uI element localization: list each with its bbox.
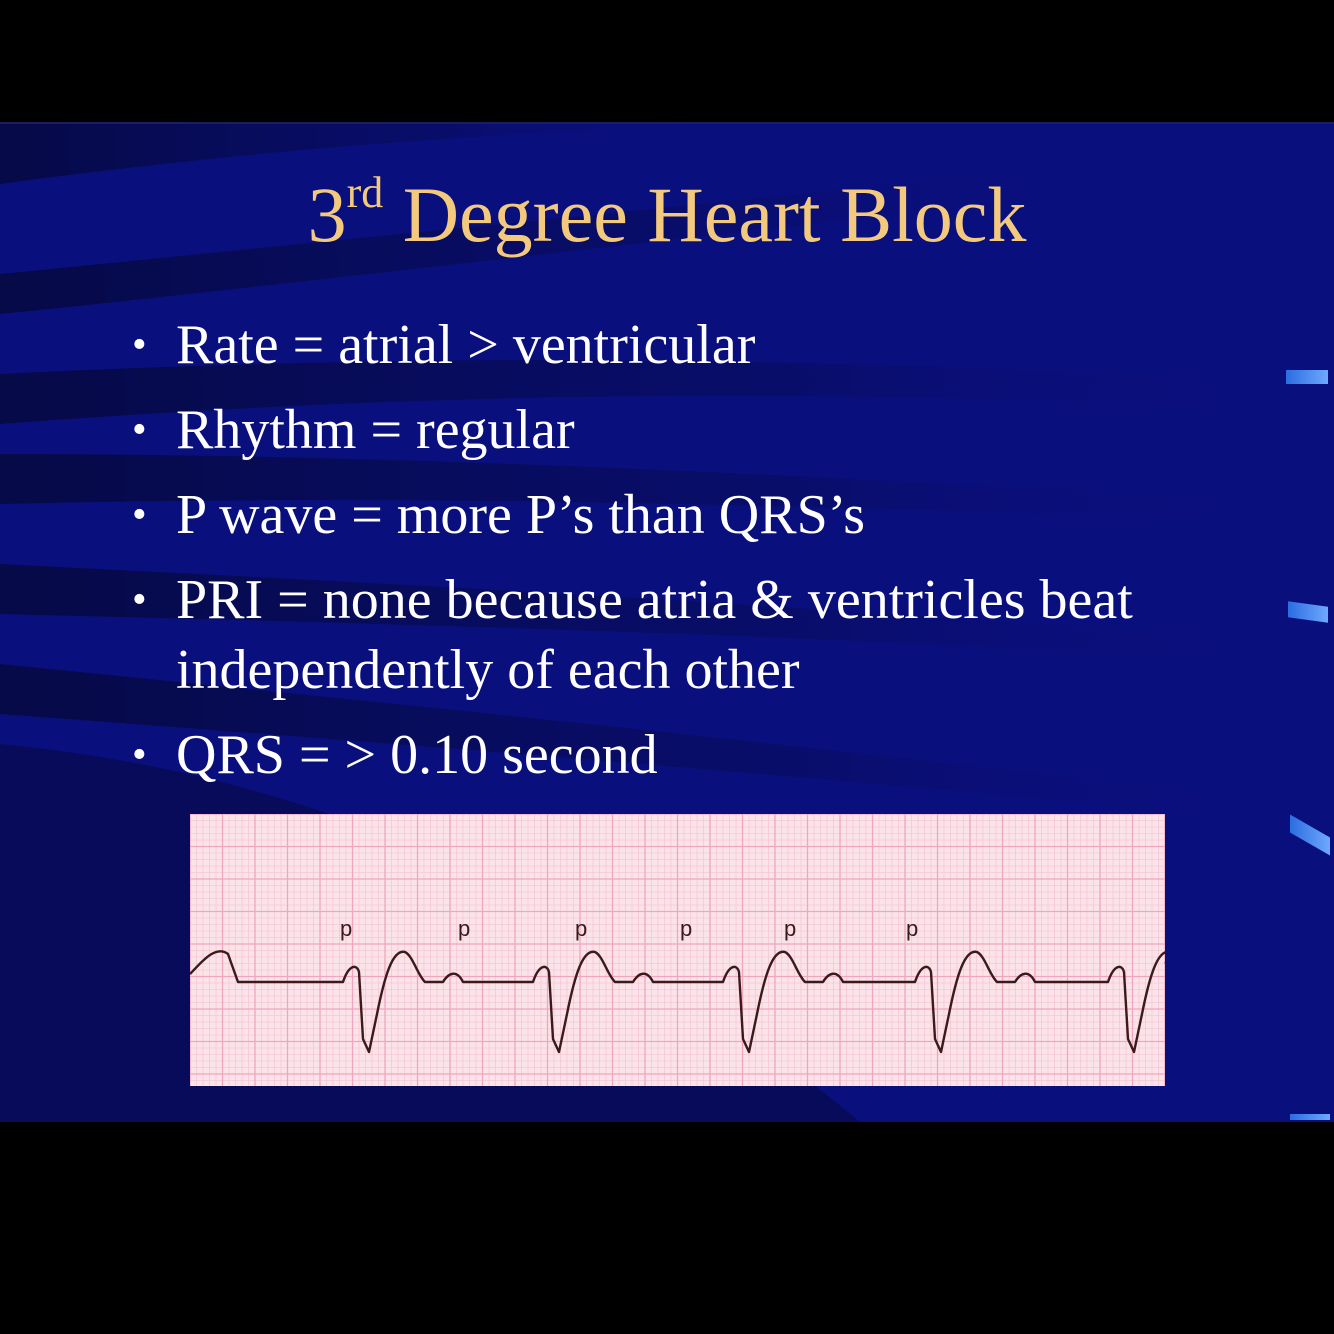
p-wave-label: p [340,916,353,941]
slide-accent-bar-4 [1290,1114,1330,1120]
p-wave-label: p [575,916,588,941]
ecg-grid-major [190,814,1165,1086]
bullet-glyph: • [132,577,147,623]
ecg-rhythm-strip [190,814,1165,1086]
bullet-text: Rhythm = regular [176,399,575,461]
bullet-list [132,310,1232,805]
bullet-text: PRI = none because atria & ventricles beat independently of each other [176,569,1133,701]
bullet-glyph: • [132,492,147,538]
bullet-glyph: • [132,407,147,453]
bullet-item [132,565,1232,705]
slide [0,122,1334,1122]
p-wave-label: p [680,916,693,941]
bullet-glyph: • [132,732,147,778]
slide-title [0,168,1334,258]
bullet-item [132,310,1232,380]
bullet-item [132,395,1232,465]
title-text: Degree Heart Block [383,171,1027,258]
bullet-item [132,480,1232,550]
slide-accent-bar-1 [1286,370,1328,384]
title-superscript: rd [346,168,384,217]
bullet-text: P wave = more P’s than QRS’s [176,484,866,546]
bullet-text: Rate = atrial > ventricular [176,314,756,376]
p-wave-label: p [458,916,471,941]
bullet-glyph: • [132,322,147,368]
title-number: 3 [307,171,347,258]
ecg-svg [190,814,1165,1086]
p-wave-label: p [906,916,919,941]
bullet-item [132,720,1232,790]
p-wave-label: p [784,916,797,941]
bullet-text: QRS = > 0.10 second [176,724,658,786]
